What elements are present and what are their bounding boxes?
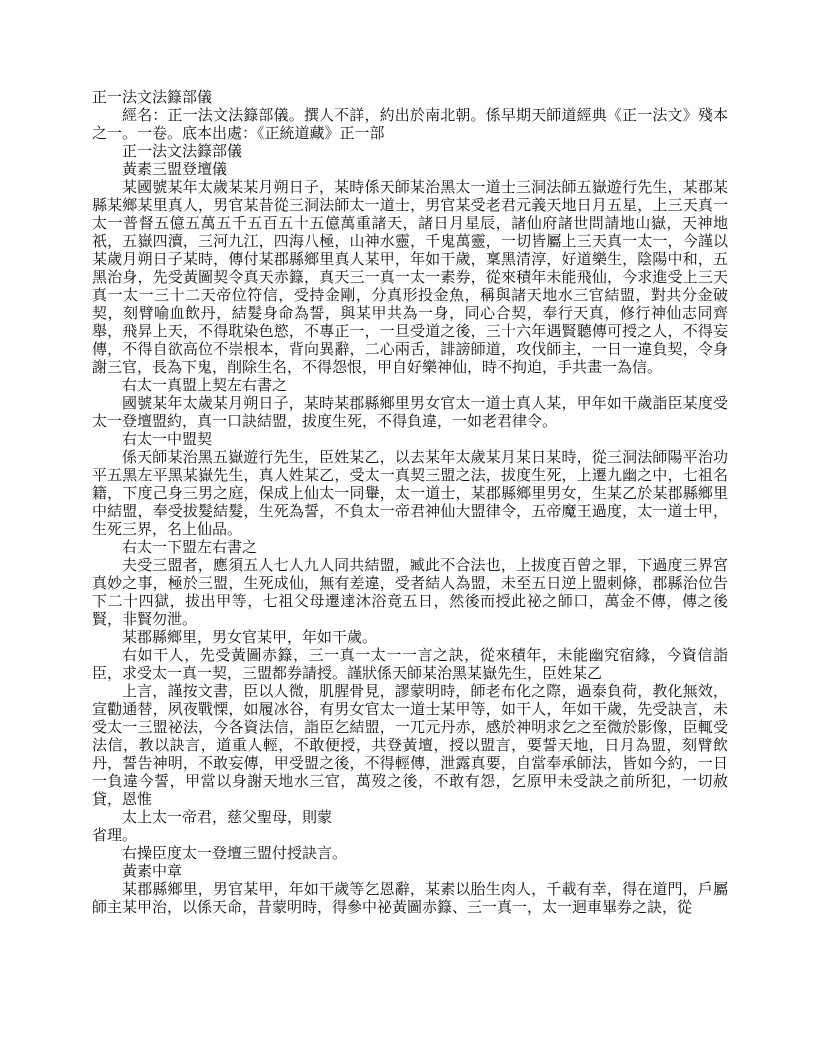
body-paragraph: 省理。 <box>92 828 138 844</box>
body-paragraph: 係天師某治黑五嶽遊行先生，臣姓某乙，以去某年太歲某月某日某時，從三洞法師陽平治功平五黑左平黑某嶽先生，真人姓某乙，受太一真契三盟之法，拔度生死，上遷九幽之中，七祖名籍，下度己身三男之庭，保成上仙太一同轝，太一道士，某郡縣鄉里男女，生某乙於某郡縣鄉里中結盟，奉受拔髮結髮，生死為誓，不負太一帝君神仙大盟律令，五帝魔王過度，太一道士甲，生死三界，名上仙品。 <box>92 450 728 538</box>
body-paragraph: 國號某年太歲某月朔日子，某時某郡縣鄉里男女官太一道士真人某，甲年如干歲詣臣某度受太一登壇盟約，真一口訣結盟，拔度生死，不得負違，一如老君律令。 <box>92 396 728 430</box>
section-heading-huangsu-sanmeng: 黃素三盟登壇儀 <box>122 162 228 178</box>
body-paragraph: 右如干人，先受黃圖赤籙，三一真一太一一言之訣，從來積年，未能幽究宿緣，今資信詣臣，求受太一真一契，三盟都券請授。謹狀係天師某治黑某嶽先生，臣姓某乙 <box>92 648 728 682</box>
colophon-paragraph: 經名：正一法文法籙部儀。撰人不詳，約出於南北朝。係早期天師道經典《正一法文》殘本之一。一卷。底本出處：《正統道藏》正一部 <box>92 108 728 142</box>
section-heading-zhongmeng-qi: 右太一中盟契 <box>122 432 213 448</box>
inner-title: 正一法文法籙部儀 <box>122 144 243 160</box>
text-block <box>92 89 728 917</box>
body-paragraph: 右操臣度太一登壇三盟付授訣言。 <box>122 846 348 862</box>
body-paragraph: 某郡縣鄉里，男官某甲，年如干歲等乞恩辭，某素以胎生肉人，千載有幸，得在道門，戶屬師主某甲治，以係天命，昔蒙明時，得參中祕黃圖赤籙、三一真一，太一迴車畢券之訣，從 <box>92 882 728 916</box>
document-title: 正一法文法籙部儀 <box>92 90 213 106</box>
body-paragraph: 太上太一帝君，慈父聖母，則蒙 <box>122 810 333 826</box>
section-heading-shang-qi: 右太一真盟上契左右書之 <box>122 378 288 394</box>
section-heading-huangsu-zhongzhang: 黃素中章 <box>122 864 183 880</box>
body-paragraph: 某國號某年太歲某某月朔日子，某時係天師某治黑太一道士三洞法師五嶽遊行先生，某郡某縣某鄉某里真人，男官某昔從三洞法師太一道士，男官某受老君元義天地日月五星，上三天真一太一普督五億五萬五千五百五十五億萬重諸天，諸日月星辰，諸仙府諸世問請地山嶽，天神地祇，五嶽四瀆，三河九江，四海八極，山神水靈，千鬼萬靈，一切皆屬上三天真一太一，今謹以某歲月朔日子某時，傳付某郡縣鄉里真人某甲，年如干歲，稟黑清淳，好道樂生，陰陽中和，五黑治身，先受黃圖契令真天赤籙，真天三一真一太一素券，從來積年未能飛仙，今求進受上三天真一太一三十二天帝位符信，受持金剛，分真形投金魚，稱與諸天地水三官結盟，對共分金破契，刻臂喻血飲丹，結髮身命為誓，與某甲共為一身，同心合契，奉行天真，修行神仙志同齊舉，飛昇上天，不得耽染色慾，不專正一，一旦受道之後，三十六年遇賢聽傳可授之人，不得妄傳，不得自欲高位不崇根本，背向異辭，二心兩舌，誹謗師道，攻伐師主，一日一違負契，令身謝三官，長為下鬼，削除生名，不得怨恨，甲自好樂神仙，時不拘迫，手共畫一為信。 <box>92 180 728 376</box>
body-paragraph: 夫受三盟者，應須五人七人九人同共結盟，臧此不合法也，上拔度百曾之罪，下過度三界宮真妙之事，極於三盟，生死成仙，無有差違，受者結人為盟，未至五日逆上盟刺條，郡縣治位告下二十四獄，拔出甲等，七祖父母遷達沐浴竟五日，然後而授此祕之師口，萬金不傳，傳之後賢，非賢勿泄。 <box>92 558 728 628</box>
section-heading-xiameng: 右太一下盟左右書之 <box>122 540 258 556</box>
body-paragraph: 某郡縣鄉里，男女官某甲，年如干歲。 <box>122 630 378 646</box>
body-paragraph: 上言，謹按文書，臣以人微，肌腥骨見，謬蒙明時，師老布化之際，過泰負荷，教化無效，宣勸通替，夙夜戰慄，如履冰谷，有男女官太一道士某甲等，如干人，年如干歲，先受訣言，未受太一三盟祕法，今各資法信，詣臣乞結盟，一兀元丹赤，感於神明求乞之至微於影像，臣輒受法信，教以訣言，道重人輕，不敢便授，共登黃壇，授以盟言，要誓天地，日月為盟，刻臂飲丹，誓告神明，不敢妄傳，甲受盟之後，不得輕傳，泄露真要，自當奉承師法，皆如今約，一日一負違今誓，甲當以身謝天地水三官，萬歿之後，不敢有怨，乞原甲未受訣之前所犯，一切赦貸，恩惟 <box>92 684 728 808</box>
